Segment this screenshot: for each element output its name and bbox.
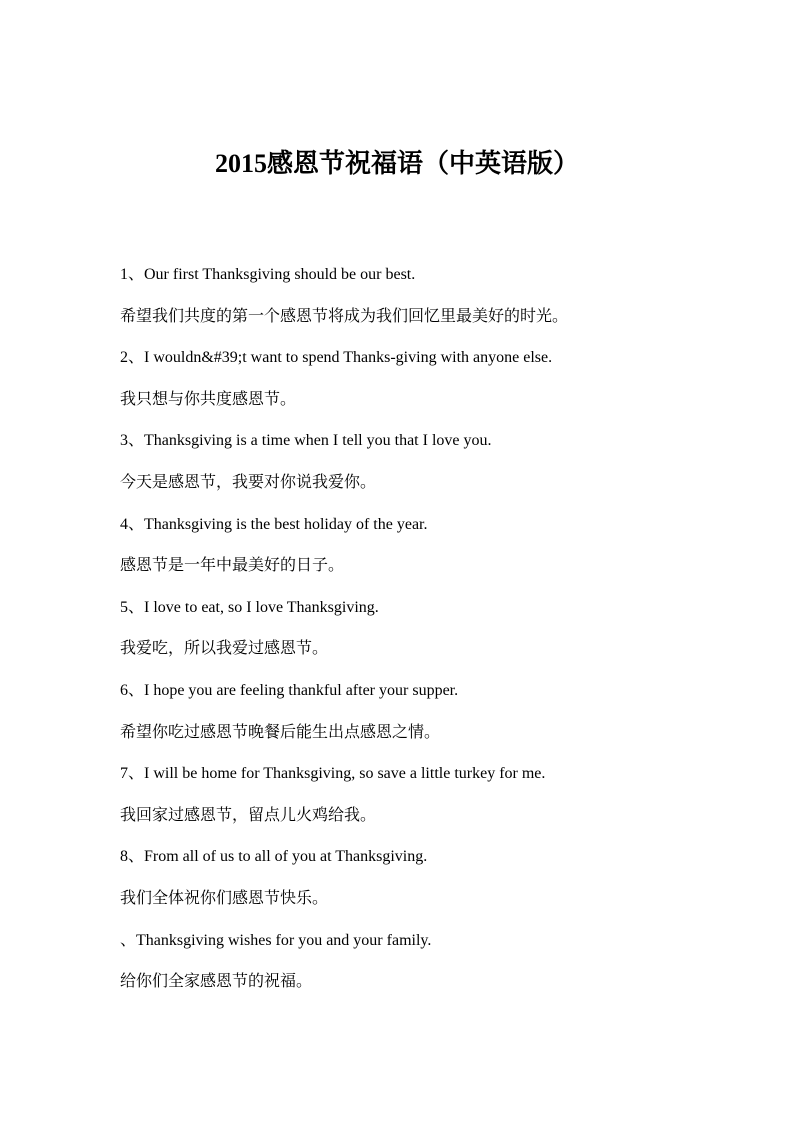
wish-english-9: 、Thanksgiving wishes for you and your family.	[120, 932, 432, 949]
wish-chinese-1: 希望我们共度的第一个感恩节将成为我们回忆里最美好的时光。	[120, 308, 569, 325]
wish-chinese-8: 我们全体祝你们感恩节快乐。	[120, 890, 329, 907]
wish-chinese-2: 我只想与你共度感恩节。	[120, 391, 297, 408]
wish-chinese-4: 感恩节是一年中最美好的日子。	[120, 557, 345, 574]
page-title: 2015感恩节祝福语（中英语版）	[214, 149, 579, 178]
wish-english-1: 1、Our first Thanksgiving should be our best.	[120, 266, 416, 283]
wish-chinese-5: 我爱吃，所以我爱过感恩节。	[120, 640, 329, 657]
wish-english-3: 3、Thanksgiving is a time when I tell you that I love you.	[120, 432, 492, 449]
wish-english-6: 6、I hope you are feeling thankful after your supper.	[120, 682, 459, 699]
wish-chinese-9: 给你们全家感恩节的祝福。	[120, 973, 313, 990]
wish-english-8: 8、From all of us to all of you at Thanksgiving.	[120, 848, 428, 865]
wish-english-5: 5、I love to eat, so I love Thanksgiving.	[120, 599, 379, 616]
wish-chinese-6: 希望你吃过感恩节晚餐后能生出点感恩之情。	[120, 724, 441, 741]
wish-chinese-7: 我回家过感恩节，留点儿火鸡给我。	[120, 807, 377, 824]
wish-english-7: 7、I will be home for Thanksgiving, so save a little turkey for me.	[120, 765, 546, 782]
wish-english-2: 2、I wouldn&#39;t want to spend Thanks-giving with anyone else.	[120, 349, 553, 366]
wish-english-4: 4、Thanksgiving is the best holiday of the year.	[120, 516, 428, 533]
wish-chinese-3: 今天是感恩节，我要对你说我爱你。	[120, 474, 377, 491]
